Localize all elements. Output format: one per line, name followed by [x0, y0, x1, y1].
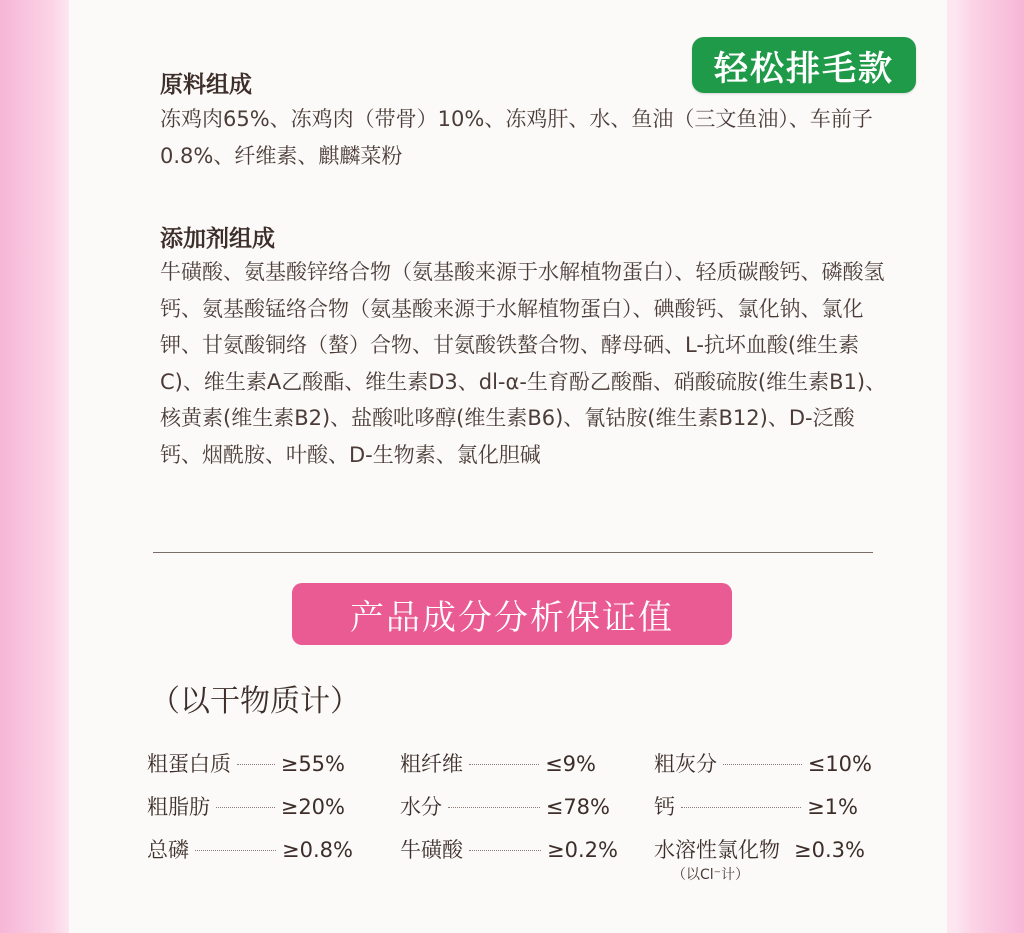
nutrient-value: ≥0.3% [794, 838, 865, 862]
product-variant-badge: 轻松排毛款 [692, 37, 916, 93]
nutrient-value: ≥20% [280, 795, 345, 819]
nutrient-label: 粗蛋白质 [147, 752, 231, 776]
nutrient-label: 水分 [400, 795, 442, 819]
nutrient-label: 粗灰分 [654, 752, 717, 776]
nutrient-value: ≥0.2% [547, 838, 618, 862]
nutrient-value: ≥0.8% [282, 838, 353, 862]
nutrient-value: ≥1% [807, 795, 858, 819]
nutrient-label: 粗纤维 [400, 752, 463, 776]
nutrient-crude-ash [654, 748, 872, 778]
leader-dots [723, 764, 802, 765]
nutrient-total-phosphorus [147, 834, 353, 864]
leader-dots [216, 807, 275, 808]
leader-dots [469, 764, 539, 765]
nutrient-crude-protein [147, 748, 345, 778]
leader-dots [195, 850, 276, 851]
nutrient-moisture [400, 791, 610, 821]
section-divider [153, 552, 873, 553]
nutrient-label: 总磷 [147, 838, 189, 862]
dry-matter-basis-note: （以干物质计） [150, 684, 360, 719]
leader-dots [448, 807, 540, 808]
nutrient-calcium [654, 791, 858, 821]
nutrient-label: 水溶性氯化物 [654, 838, 780, 862]
leader-dots [469, 850, 541, 851]
analysis-title-badge: 产品成分分析保证值 [292, 583, 732, 645]
nutrient-value: ≤9% [545, 752, 596, 776]
nutrient-label: 粗脂肪 [147, 795, 210, 819]
nutrient-crude-fiber [400, 748, 596, 778]
raw-materials-text: 冻鸡肉65%、冻鸡肉（带骨）10%、冻鸡肝、水、鱼油（三文鱼油）、车前子0.8%、纤维素、麒麟菜粉 [160, 107, 873, 168]
nutrient-label: 牛磺酸 [400, 838, 463, 862]
nutrient-taurine [400, 834, 618, 864]
nutrient-value: ≤10% [807, 752, 872, 776]
nutrient-value: ≤78% [545, 795, 610, 819]
nutrient-water-soluble-chloride [654, 834, 884, 864]
nutrient-crude-fat [147, 791, 345, 821]
leader-dots [237, 764, 275, 765]
chloride-basis-note: （以Cl⁻计） [672, 867, 750, 883]
raw-materials-title: 原料组成 [160, 72, 252, 98]
nutrient-label: 钙 [654, 795, 675, 819]
additives-text: 牛磺酸、氨基酸锌络合物（氨基酸来源于水解植物蛋白）、轻质碳酸钙、磷酸氢钙、氨基酸锰络合物（氨基酸来源于水解植物蛋白）、碘酸钙、氯化钠、氯化钾、甘氨酸铜络（螯）合物、甘氨酸铁螯合物、酵母硒、L-抗坏血酸(维生素C)、维生素A乙酸酯、维生素D3、dl-α-生育酚乙酸酯、硝酸硫胺(维生素B1)、核黄素(维生素B2)、盐酸吡哆醇(维生素B6)、氰钴胺(维生素B12)、D-泛酸钙、烟酰胺、叶酸、D-生物素、氯化胆碱 [160, 260, 887, 467]
additives-title: 添加剂组成 [160, 226, 275, 252]
nutrient-value: ≥55% [280, 752, 345, 776]
leader-dots [681, 807, 801, 808]
